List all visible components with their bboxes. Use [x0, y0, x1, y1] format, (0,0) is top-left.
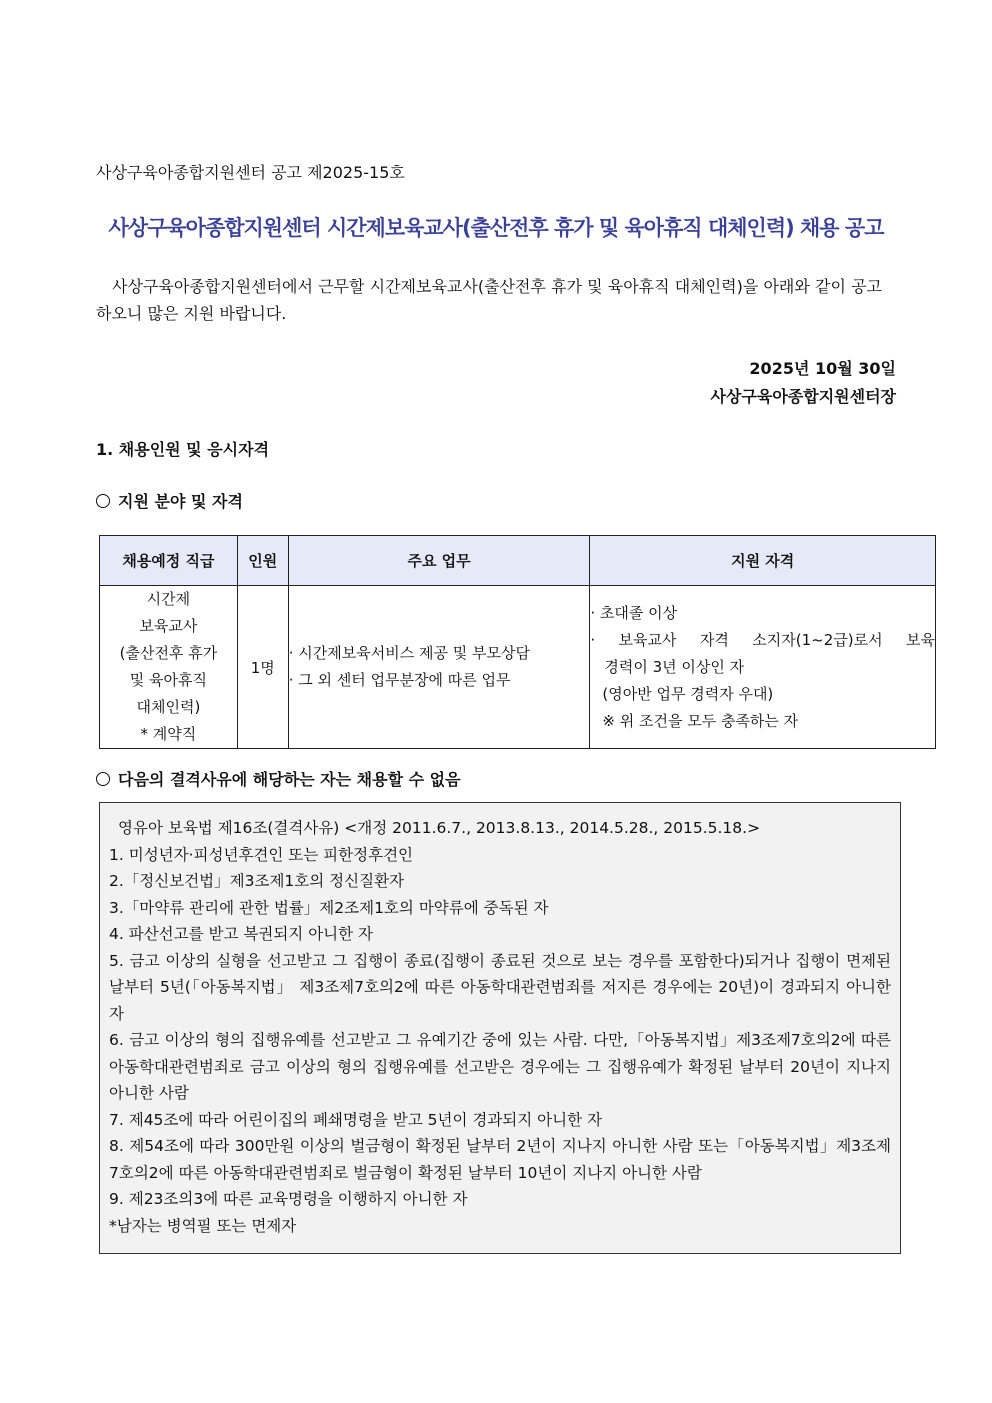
section-title-recruitment: 1. 채용인원 및 응시자격: [96, 440, 270, 459]
position-line: 및 육아휴직: [129, 671, 208, 689]
law-heading: 영유아 보육법 제16조(결격사유) <개정 2011.6.7., 2013.8.13., 2014.5.28., 2015.5.18.>: [118, 819, 761, 837]
cell-position: [100, 586, 238, 749]
position-line: 대체인력): [136, 698, 201, 716]
table-row: [100, 586, 936, 749]
subhead-qualifications: [96, 489, 243, 512]
intro-text: 사상구육아종합지원센터에서 근무할 시간제보육교사(출산전후 휴가 및 육아휴직 대체인력)을 아래와 같이 공고하오니 많은 지원 바랍니다.: [96, 277, 882, 323]
header-duties: 주요 업무: [288, 536, 590, 586]
list-item: 1. 미성년자·피성년후견인 또는 피한정후견인: [109, 845, 414, 864]
qualification-item-continued: 경력이 3년 이상인 자: [604, 657, 745, 676]
announcement-number: 사상구육아종합지원센터 공고 제2025-15호: [96, 163, 405, 182]
duty-item: · 그 외 센터 업무분장에 따른 업무: [288, 671, 511, 689]
disqualification-box: [99, 802, 901, 1254]
footnote: *남자는 병역필 또는 면제자: [109, 1216, 297, 1235]
circle-bullet-icon: [96, 494, 110, 508]
qualification-item: · 보육교사 자격 소지자(1~2급)로서 보육: [590, 630, 935, 649]
position-line: * 계약직: [140, 725, 197, 743]
issuer-name: 사상구육아종합지원센터장: [710, 387, 896, 406]
document-title: 사상구육아종합지원센터 시간제보육교사(출산전후 휴가 및 육아휴직 대체인력) 채용 공고: [108, 216, 884, 240]
qualifications-table: [99, 535, 936, 749]
intro-paragraph: [96, 273, 882, 327]
circle-bullet-icon: [96, 772, 110, 786]
cell-count: 1명: [237, 586, 288, 749]
position-line: 시간제: [146, 590, 191, 608]
list-item: 8. 제54조에 따라 300만원 이상의 벌금형이 확정된 날부터 2년이 지나지 아니한 사람 또는「아동복지법」제3조제7호의2에 따른 아동학대관련범죄로 벌금형이 확정된 날부터 10년이 지나지 아니한 사람: [109, 1137, 891, 1182]
position-line: 보육교사: [139, 617, 198, 635]
duty-item: · 시간제보육서비스 제공 및 부모상담: [288, 644, 530, 662]
subhead-disqualifications: [96, 767, 461, 790]
announcement-date: 2025년 10월 30일: [749, 359, 896, 378]
subhead-qualifications-label: 지원 분야 및 자격: [118, 492, 243, 511]
list-item: 5. 금고 이상의 실형을 선고받고 그 집행이 종료(집행이 종료된 것으로 보는 경우를 포함한다)되거나 집행이 면제된 날부터 5년(「아동복지법」 제3조제7호의2에 따른 아동학대관련범죄를 저지른 경우에는 20년)이 경과되지 아니한 자: [109, 951, 891, 1023]
table-header-row: [100, 536, 936, 586]
qualification-note: ※ 위 조건을 모두 충족하는 자: [602, 711, 799, 730]
header-qualifications: 지원 자격: [590, 536, 936, 586]
header-count: 인원: [237, 536, 288, 586]
qualification-preference: (영아반 업무 경력자 우대): [602, 684, 774, 703]
list-item: 9. 제23조의3에 따른 교육명령을 이행하지 아니한 자: [109, 1190, 468, 1208]
position-line: (출산전후 휴가: [119, 644, 218, 662]
list-item: 2.「정신보건법」제3조제1호의 정신질환자: [109, 872, 405, 890]
cell-qualifications: [590, 586, 936, 749]
list-item: 3.「마약류 관리에 관한 법률」제2조제1호의 마약류에 중독된 자: [109, 898, 549, 917]
cell-duties: [288, 586, 590, 749]
qualification-item: · 초대졸 이상: [590, 603, 678, 622]
list-item: 7. 제45조에 따라 어린이집의 폐쇄명령을 받고 5년이 경과되지 아니한 자: [109, 1110, 602, 1129]
list-item: 4. 파산선고를 받고 복권되지 아니한 자: [109, 925, 374, 943]
header-position: 채용예정 직급: [100, 536, 238, 586]
list-item: 6. 금고 이상의 형의 집행유예를 선고받고 그 유예기간 중에 있는 사람. 다만,「아동복지법」제3조제7호의2에 따른 아동학대관련범죄로 금고 이상의 형의 집행유예를 선고받은 경우에는 그 집행유예가 확정된 날부터 20년이 지나지 아니한 사람: [109, 1031, 891, 1102]
subhead-disqualifications-label: 다음의 결격사유에 해당하는 자는 채용할 수 없음: [118, 770, 461, 789]
